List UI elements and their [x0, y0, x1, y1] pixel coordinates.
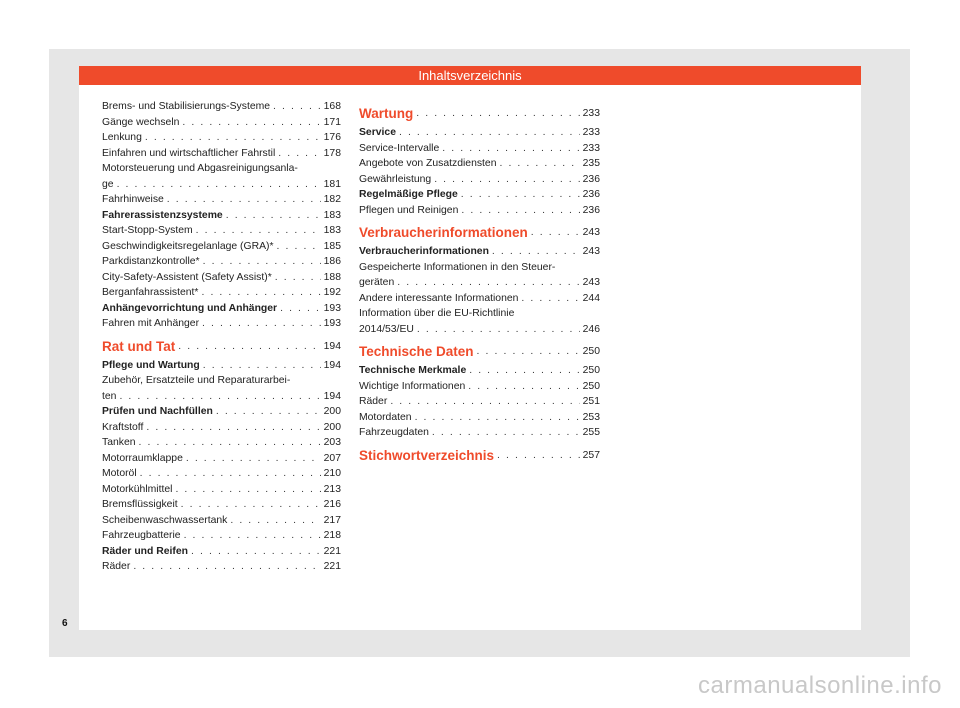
- dot-leader: [201, 285, 320, 301]
- dot-leader: [175, 482, 320, 498]
- toc-entry-page-number: 194: [323, 359, 341, 371]
- toc-entry[interactable]: [359, 275, 600, 291]
- toc-entry-label: Wichtige Informationen: [359, 380, 466, 392]
- toc-entry-page-number: 243: [582, 277, 600, 288]
- toc-entry-label: Stichwortverzeichnis: [359, 447, 495, 463]
- toc-entry[interactable]: [102, 301, 341, 317]
- toc-entry-label: Geschwindigkeitsregelanlage (GRA)*: [102, 240, 274, 252]
- toc-entry-label: geräten: [359, 277, 395, 288]
- toc-entry-page-number: 233: [582, 142, 600, 154]
- dot-leader: [417, 322, 580, 338]
- toc-entry-page-number: 193: [323, 302, 341, 314]
- toc-entry-label: Einfahren und wirtschaftlicher Fahrstil: [102, 147, 276, 159]
- dot-leader: [139, 435, 321, 451]
- dot-leader: [390, 394, 579, 410]
- toc-entry-continued-text: Information über die EU-Richtlinie: [359, 308, 515, 319]
- toc-entry[interactable]: [359, 410, 600, 426]
- toc-entry-page-number: 168: [323, 101, 341, 112]
- toc-entry[interactable]: [359, 363, 600, 379]
- toc-entry[interactable]: [102, 254, 341, 270]
- dot-leader: [416, 103, 579, 125]
- toc-entry-label: Räder: [102, 561, 131, 572]
- toc-entry-label: 2014/53/EU: [359, 323, 414, 335]
- toc-entry[interactable]: [359, 187, 600, 203]
- toc-section-heading[interactable]: [102, 336, 341, 358]
- dot-leader: [432, 425, 580, 441]
- toc-entry[interactable]: [102, 192, 341, 208]
- toc-entry-label: Angebote von Zusatzdiensten: [359, 158, 497, 169]
- dot-leader: [230, 513, 320, 529]
- toc-entry[interactable]: [359, 244, 600, 260]
- toc-entry[interactable]: [102, 497, 341, 513]
- page-title: Inhaltsverzeichnis: [79, 66, 861, 85]
- dot-leader: [461, 203, 579, 219]
- toc-entry-page-number: 194: [323, 340, 341, 352]
- toc-entry-label: Parkdistanzkontrolle*: [102, 256, 200, 267]
- toc-entry[interactable]: [359, 203, 600, 219]
- toc-entry-page-number: 221: [323, 561, 341, 572]
- toc-entry-page-number: 210: [323, 468, 341, 479]
- toc-entry-label: Scheibenwaschwassertank: [102, 514, 228, 526]
- dot-leader: [461, 187, 580, 203]
- toc-entry-page-number: 192: [323, 287, 341, 298]
- toc-entry-page-number: 203: [323, 437, 341, 448]
- dot-leader: [196, 223, 321, 239]
- toc-entry-page-number: 183: [323, 225, 341, 236]
- toc-entry[interactable]: [359, 394, 600, 410]
- toc-entry[interactable]: [102, 420, 341, 436]
- toc-entry-label: Start-Stopp-System: [102, 225, 193, 236]
- toc-entry[interactable]: [102, 285, 341, 301]
- dot-leader: [146, 420, 320, 436]
- dot-leader: [521, 291, 579, 307]
- dot-leader: [191, 544, 321, 560]
- toc-entry-label: Technische Merkmale: [359, 365, 467, 376]
- toc-entry-label: Wartung: [359, 106, 414, 121]
- toc-entry-page-number: 233: [582, 127, 600, 138]
- toc-entry-label: Regelmäßige Pflege: [359, 189, 458, 200]
- dot-leader: [434, 172, 579, 188]
- toc-entry-label: ge: [102, 178, 114, 190]
- toc-entry-label: Kraftstoff: [102, 421, 144, 433]
- toc-entry-label: Motordaten: [359, 411, 412, 423]
- toc-entry-label: Fahrzeugbatterie: [102, 530, 181, 541]
- toc-entry-continued-text: Zubehör, Ersatzteile und Reparaturarbei-: [102, 375, 291, 386]
- dot-leader: [278, 146, 320, 162]
- toc-entry-page-number: 178: [323, 147, 341, 159]
- toc-entry-page-number: 171: [323, 116, 341, 128]
- dot-leader: [117, 177, 321, 193]
- watermark: carmanualsonline.info: [698, 672, 942, 699]
- toc-entry-page-number: 193: [323, 318, 341, 329]
- toc-entry[interactable]: [102, 404, 341, 420]
- toc-entry-page-number: 236: [582, 189, 600, 200]
- toc-entry-label: Tanken: [102, 437, 136, 448]
- toc-entry-label: Pflegen und Reinigen: [359, 204, 459, 216]
- toc-entry-label: Motoröl: [102, 468, 137, 479]
- toc-entry-label: Fahrhinweise: [102, 194, 164, 205]
- toc-entry-label: Andere interessante Informationen: [359, 292, 519, 304]
- toc-entry-page-number: 251: [582, 396, 600, 407]
- toc-entry-continued-text: Gespeicherte Informationen in den Steuer-: [359, 261, 556, 273]
- dot-leader: [133, 559, 320, 575]
- toc-section-heading[interactable]: [359, 103, 600, 125]
- toc-entry-page-number: 221: [323, 545, 341, 557]
- toc-entry[interactable]: [359, 156, 600, 172]
- dot-leader: [178, 336, 320, 358]
- toc-entry-label: Fahren mit Anhänger: [102, 318, 200, 329]
- toc-entry[interactable]: [359, 322, 600, 338]
- dot-leader: [203, 254, 321, 270]
- toc-entry[interactable]: [359, 379, 600, 395]
- toc-entry-page-number: 236: [582, 173, 600, 185]
- toc-entry[interactable]: [102, 482, 341, 498]
- toc-entry-label: Gewährleistung: [359, 173, 432, 185]
- toc-entry-page-number: 233: [582, 108, 600, 119]
- toc-entry-page-number: 255: [582, 427, 600, 438]
- toc-entry-page-number: 216: [323, 499, 341, 510]
- dot-leader: [140, 466, 321, 482]
- toc-entry-page-number: 246: [582, 323, 600, 335]
- toc-entry-label: Verbraucherinformationen: [359, 246, 489, 257]
- toc-section-heading[interactable]: [359, 222, 600, 244]
- toc-entry-page-number: 253: [582, 411, 600, 423]
- dot-leader: [184, 528, 321, 544]
- toc-entry-page-number: 176: [323, 132, 341, 143]
- toc-entry-label: Brems- und Stabilisierungs-Systeme: [102, 101, 271, 112]
- toc-entry[interactable]: [102, 130, 341, 146]
- toc-column-right: [359, 99, 600, 467]
- toc-entry-label: Berganfahrassistent*: [102, 287, 199, 298]
- toc-entry-label: Bremsflüssigkeit: [102, 499, 178, 510]
- toc-column-left: [102, 99, 341, 575]
- toc-entry-page-number: 257: [582, 449, 600, 461]
- toc-entry-page-number: 243: [582, 227, 600, 238]
- dot-leader: [273, 99, 321, 115]
- dot-leader: [280, 301, 321, 317]
- toc-entry-page-number: 194: [323, 390, 341, 402]
- dot-leader: [477, 341, 580, 363]
- toc-entry[interactable]: [102, 270, 341, 286]
- toc-section-heading[interactable]: [359, 445, 600, 467]
- toc-entry-label: Motorraumklappe: [102, 452, 183, 464]
- dot-leader: [492, 244, 580, 260]
- toc-entry-page-number: 243: [582, 246, 600, 257]
- dot-leader: [167, 192, 321, 208]
- dot-leader: [181, 497, 321, 513]
- toc-entry[interactable]: [102, 559, 341, 575]
- toc-section-heading[interactable]: [359, 341, 600, 363]
- toc-entry-label: Service: [359, 127, 396, 138]
- toc-entry-label: Verbraucherinformationen: [359, 225, 528, 240]
- toc-entry[interactable]: [102, 389, 341, 405]
- toc-entry-page-number: 217: [323, 514, 341, 526]
- dot-leader: [399, 125, 580, 141]
- dot-leader: [203, 358, 321, 374]
- toc-entry-label: Motorkühlmittel: [102, 483, 173, 495]
- toc-entry-label: City-Safety-Assistent (Safety Assist)*: [102, 271, 272, 283]
- dot-leader: [497, 445, 580, 467]
- toc-entry[interactable]: [102, 451, 341, 467]
- toc-entry-page-number: 183: [323, 209, 341, 221]
- dot-leader: [186, 451, 321, 467]
- toc-entry-page-number: 213: [323, 483, 341, 495]
- toc-entry[interactable]: [359, 425, 600, 441]
- toc-entry-label: Lenkung: [102, 132, 142, 143]
- toc-entry-label: Fahrzeugdaten: [359, 427, 429, 438]
- dot-leader: [499, 156, 579, 172]
- toc-entry[interactable]: [102, 223, 341, 239]
- toc-entry-page-number: 218: [323, 530, 341, 541]
- toc-entry-page-number: 181: [323, 178, 341, 190]
- toc-entry-label: ten: [102, 390, 117, 402]
- dot-leader: [226, 208, 321, 224]
- dot-leader: [277, 239, 321, 255]
- toc-entry-label: Pflege und Wartung: [102, 359, 200, 371]
- toc-entry[interactable]: [359, 141, 600, 157]
- toc-entry-page-number: 250: [582, 365, 600, 376]
- toc-entry-label: Räder: [359, 396, 388, 407]
- dot-leader: [202, 316, 321, 332]
- toc-entry-label: Räder und Reifen: [102, 545, 189, 557]
- dot-leader: [469, 363, 579, 379]
- toc-entry-page-number: 250: [582, 346, 600, 357]
- toc-entry[interactable]: [359, 172, 600, 188]
- toc-entry-page-number: 200: [323, 421, 341, 433]
- toc-entry-page-number: 185: [323, 240, 341, 252]
- dot-leader: [119, 389, 320, 405]
- toc-entry-page-number: 244: [582, 292, 600, 304]
- toc-entry[interactable]: [102, 146, 341, 162]
- dot-leader: [415, 410, 580, 426]
- dot-leader: [468, 379, 579, 395]
- toc-entry[interactable]: [359, 291, 600, 307]
- toc-entry-label: Prüfen und Nachfüllen: [102, 406, 213, 417]
- dot-leader: [397, 275, 579, 291]
- page-number: 6: [62, 618, 68, 629]
- toc-entry-label: Rat und Tat: [102, 338, 176, 354]
- toc-entry[interactable]: [102, 316, 341, 332]
- toc-entry[interactable]: [102, 177, 341, 193]
- toc-entry-page-number: 200: [323, 406, 341, 417]
- toc-entry[interactable]: [102, 513, 341, 529]
- toc-entry[interactable]: [359, 125, 600, 141]
- toc-entry-page-number: 235: [582, 158, 600, 169]
- toc-entry-page-number: 250: [582, 380, 600, 392]
- toc-entry-label: Anhängevorrichtung und Anhänger: [102, 302, 278, 314]
- toc-entry-page-number: 182: [323, 194, 341, 205]
- dot-leader: [442, 141, 579, 157]
- dot-leader: [216, 404, 321, 420]
- toc-entry[interactable]: [102, 99, 341, 115]
- toc-entry[interactable]: [102, 435, 341, 451]
- toc-entry-page-number: 207: [323, 452, 341, 464]
- toc-entry[interactable]: [102, 239, 341, 255]
- toc-entry-page-number: 186: [323, 256, 341, 267]
- toc-entry[interactable]: [102, 544, 341, 560]
- toc-entry[interactable]: [102, 358, 341, 374]
- toc-entry-label: Gänge wechseln: [102, 116, 180, 128]
- toc-entry-page-number: 236: [582, 204, 600, 216]
- dot-leader: [182, 115, 320, 131]
- toc-entry-label: Service-Intervalle: [359, 142, 440, 154]
- dot-leader: [531, 222, 580, 244]
- toc-entry[interactable]: [102, 466, 341, 482]
- dot-leader: [275, 270, 321, 286]
- toc-entry[interactable]: [102, 528, 341, 544]
- toc-entry[interactable]: [102, 208, 341, 224]
- toc-entry-continued-text: Motorsteuerung und Abgasreinigungsanla-: [102, 163, 298, 174]
- toc-entry-page-number: 188: [323, 271, 341, 283]
- toc-entry-label: Technische Daten: [359, 344, 474, 359]
- toc-entry-label: Fahrerassistenzsysteme: [102, 209, 223, 221]
- dot-leader: [145, 130, 321, 146]
- toc-entry[interactable]: [102, 115, 341, 131]
